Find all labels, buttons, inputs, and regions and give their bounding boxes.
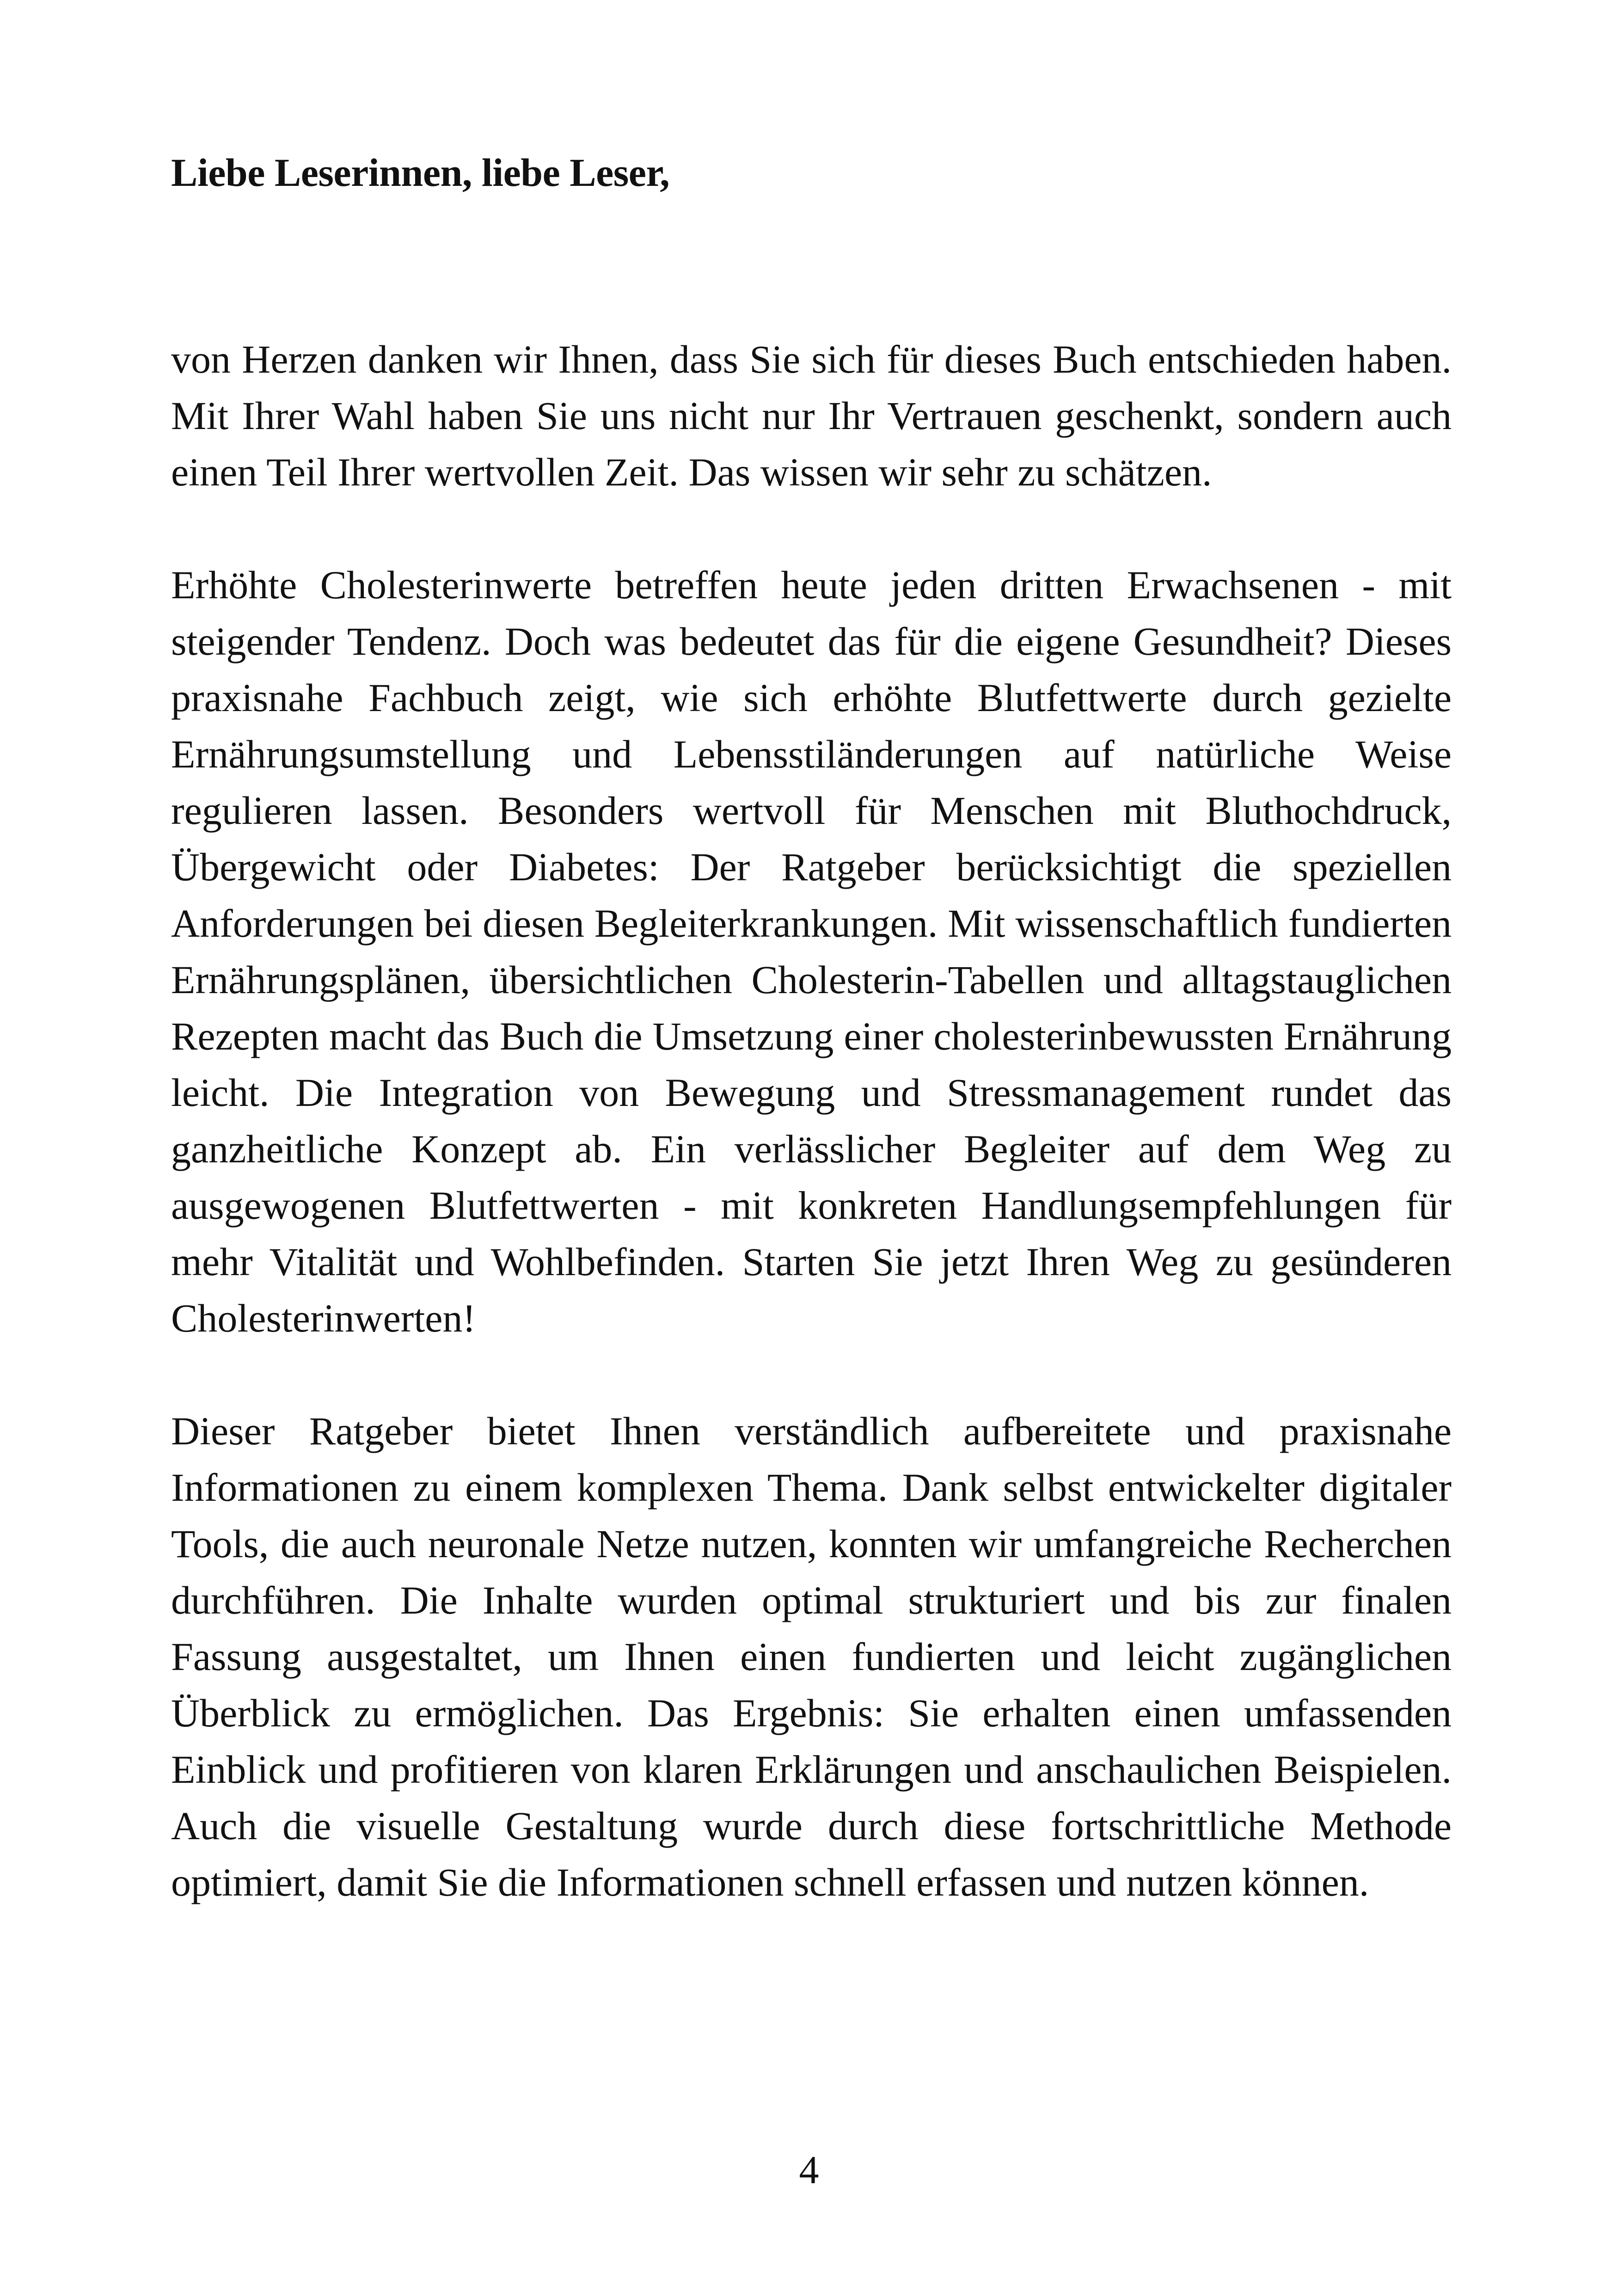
page-body	[171, 150, 1452, 1910]
paragraph-book-description: Erhöhte Cholesterinwerte betreffen heute jeden dritten Erwachsenen - mit steigender Tendenz. Doch was bedeutet das für die eigene Gesundheit? Dieses praxisnahe Fachbuch zeigt, wie sich erhöhte Blutfettwerte durch gezielte Ernährungsumstellung und Lebensstiländerungen auf natürliche Weise regulieren lassen. Besonders wertvoll für Menschen mit Bluthochdruck, Übergewicht oder Diabetes: Der Ratgeber berücksichtigt die speziellen Anforderungen bei diesen Begleiterkrankungen. Mit wissenschaftlich fundierten Ernährungsplänen, übersichtlichen Cholesterin-Tabellen und alltagstauglichen Rezepten macht das Buch die Umsetzung einer cholesterinbewussten Ernährung leicht. Die Integration von Bewegung und Stressmanagement rundet das ganzheitliche Konzept ab. Ein verlässlicher Begleiter auf dem Weg zu ausgewogenen Blutfettwerten - mit konkreten Handlungsempfehlungen für mehr Vitalität und Wohlbefinden. Starten Sie jetzt Ihren Weg zu gesünderen Cholesterinwerten!	[171, 563, 1452, 1340]
page-number: 4	[799, 2148, 819, 2192]
paragraph-methodology: Dieser Ratgeber bietet Ihnen verständlich aufbereitete und praxisnahe Informationen zu einem komplexen Thema. Dank selbst entwickelter digitaler Tools, die auch neuronale Netze nutzen, konnten wir umfangreiche Recherchen durchführen. Die Inhalte wurden optimal strukturiert und bis zur finalen Fassung ausgestaltet, um Ihnen einen fundierten und leicht zugänglichen Überblick zu ermöglichen. Das Ergebnis: Sie erhalten einen umfassenden Einblick und profitieren von klaren Erklärungen und anschaulichen Beispielen. Auch die visuelle Gestaltung wurde durch diese fortschrittliche Methode optimiert, damit Sie die Informationen schnell erfassen und nutzen können.	[171, 1409, 1452, 1904]
greeting-heading: Liebe Leserinnen, liebe Leser,	[171, 150, 670, 195]
paragraph-thanks: von Herzen danken wir Ihnen, dass Sie sich für dieses Buch entschieden haben. Mit Ihrer Wahl haben Sie uns nicht nur Ihr Vertrauen geschenkt, sondern auch einen Teil Ihrer wertvollen Zeit. Das wissen wir sehr zu schätzen.	[171, 337, 1452, 494]
